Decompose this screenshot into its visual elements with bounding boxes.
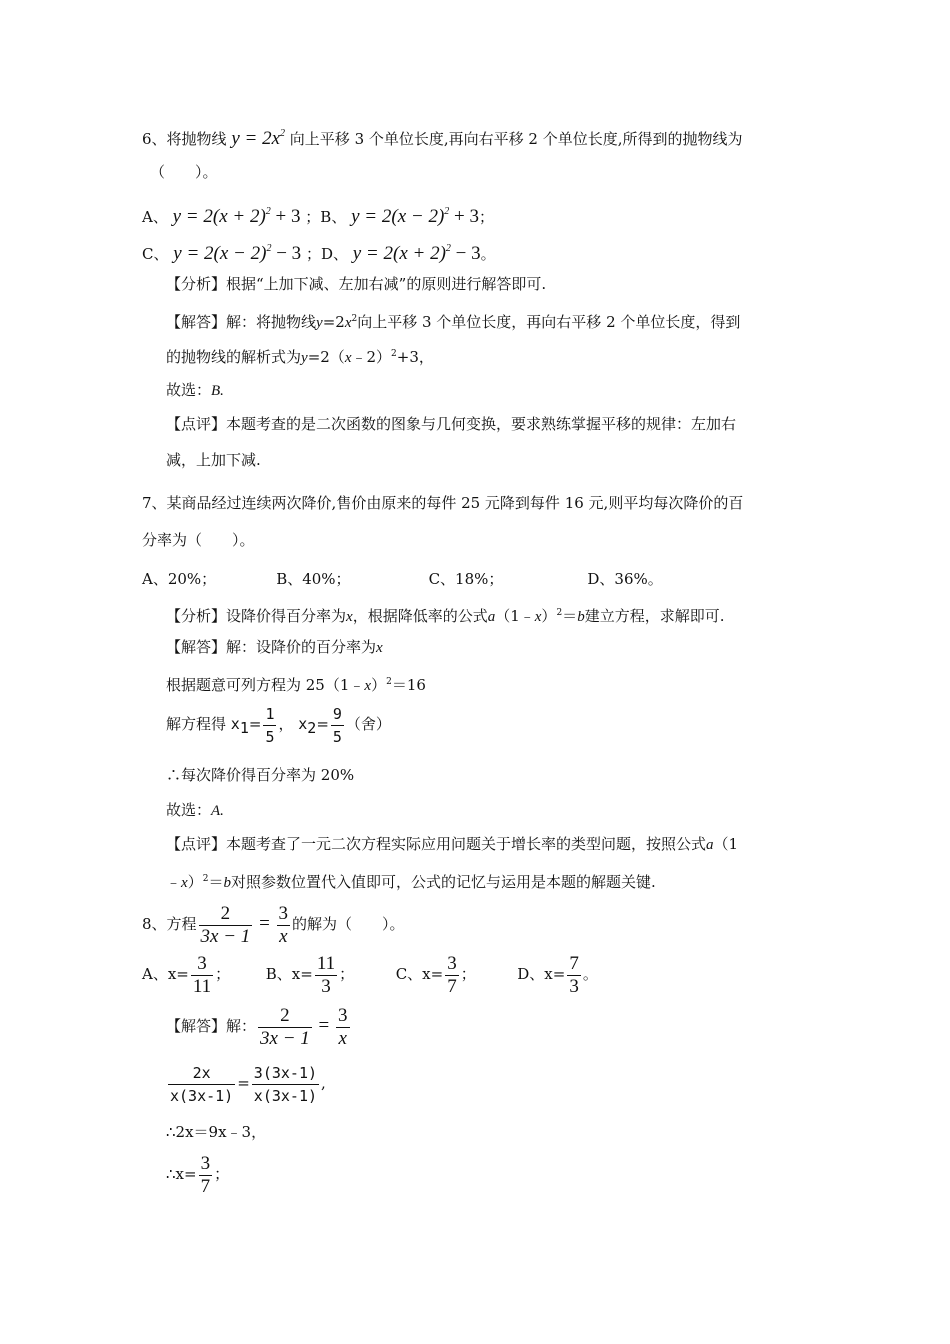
q7-answer: A. [211, 803, 224, 819]
q7-stem-line1: 7、某商品经过连续两次降价,售价由原来的每件 25 元降到每件 16 元,则平均每次降价的百 [142, 494, 744, 512]
q6-answer: B. [211, 383, 224, 399]
q6-stem: 6、将抛物线 $y = 2x^2$ 向上平移 3 个单位长度,再向右平移 2 个单位长度,所得到的抛物线为 [142, 128, 743, 149]
q6-choice: 故选：B. [166, 381, 224, 399]
q6-option-c: y = 2(x − 2) [173, 243, 267, 264]
q8-eq-right-fraction: $\frac{3}{x}$ [278, 902, 289, 947]
q6-options-ab: A、 $y = 2(x + 2)^2 + 3$ ；B、 $y = 2(x - 2)^2 + 3$； [142, 206, 495, 227]
q7-root1-fraction: $\frac{1}{5}$ [265, 704, 275, 746]
q7-stem-line2: 分率为（ ）。 [142, 531, 255, 549]
q7-option-d: D、36%。 [587, 570, 663, 588]
q6-option-b: y = 2(x − 2) [351, 206, 445, 227]
q7-option-b: B、40%； [276, 570, 351, 588]
q8-solution-label: 【解答】解： $\frac{2}{3x - 1}$ = $\frac{3}{x}$ [166, 1004, 348, 1049]
q8-option-b: B、x= $\frac{11}{3}$ ； [265, 952, 355, 997]
q8-result-fraction: $\frac{3}{7}$ [200, 1152, 211, 1197]
q6-solution-line1: 【解答】解：将抛物线$y=2x^2$向上平移 3 个单位长度，再向右平移 2 个单位长度，得到 [166, 313, 741, 331]
q7-conclusion: ∴每次降价得百分率为 20% [166, 766, 355, 784]
q7-option-a: A、20%； [142, 570, 217, 588]
q8-option-a: A、x= $\frac{3}{11}$ ； [142, 952, 231, 997]
q8-step1-left: $\frac{2x}{x(3x-1)}$ [170, 1063, 234, 1105]
q8-options [142, 950, 598, 998]
q7-analysis: 【分析】设降价得百分率为x，根据降低率的公式a（1﹣x）$^2$＝b建立方程，求解即可. [166, 607, 725, 625]
q6-comment-line1: 【点评】本题考查的是二次函数的图象与几何变换，要求熟练掌握平移的规律：左加右 [166, 415, 737, 433]
q6-analysis: 【分析】根据“上加下减、左加右减”的原则进行解答即可. [166, 275, 547, 293]
q6-formula: $y = 2x^2$ [231, 128, 286, 149]
q8-stem: 8、方程 $\frac{2}{3x - 1}$ = $\frac{3}{x}$ 的解为（ ）。 [142, 902, 405, 947]
q8-step3: ∴x= $\frac{3}{7}$ ； [166, 1152, 230, 1197]
q7-option-c: C、18%； [428, 570, 504, 588]
q7-choice: 故选：A. [166, 801, 224, 819]
q7-options [142, 569, 663, 589]
q6-comment-line2: 减，上加下减. [166, 451, 261, 469]
q6-paren: （ ）。 [150, 163, 218, 181]
q8-step1: $\frac{2x}{x(3x-1)}$ = $\frac{3(3x-1)}{x(3x-1)}$ , [170, 1063, 326, 1105]
q7-comment-line1: 【点评】本题考查了一元二次方程实际应用问题关于增长率的类型问题，按照公式a（1 [166, 835, 739, 853]
q8-step2: ∴2x＝9x﹣3， [166, 1123, 267, 1141]
q8-eq-left-fraction: $\frac{2}{3x - 1}$ [200, 902, 251, 947]
q8-option-d: D、x= $\frac{7}{3}$ 。 [517, 952, 598, 997]
q6-options-cd: C、 $y = 2(x - 2)^2 - 3$ ；D、 $y = 2(x + 2)^2 - 3$。 [142, 243, 496, 264]
q6-option-d: y = 2(x + 2) [352, 243, 446, 264]
q7-solution-roots: 解方程得 $x_1=$ $\frac{1}{5}$ ， $x_2=$ $\frac{9}{5}$ （舍） [166, 704, 391, 746]
q6-option-a: y = 2(x + 2) [172, 206, 266, 227]
q6-solution-line2: 的抛物线的解析式为y=2（x﹣2）$^2$+3， [166, 348, 434, 366]
q8-step1-right: $\frac{3(3x-1)}{x(3x-1)}$ [253, 1063, 318, 1105]
q7-solution-line1: 【解答】解：设降价的百分率为x [166, 638, 383, 656]
q7-comment-line2: ﹣x）$^2$＝b对照参数位置代入值即可，公式的记忆与运用是本题的解题关键. [166, 873, 656, 891]
q7-root2-fraction: $\frac{9}{5}$ [332, 704, 342, 746]
q8-option-c: C、x= $\frac{3}{7}$ ； [395, 952, 476, 997]
q7-solution-line2: 根据题意可列方程为 25（1﹣x）$^2$＝16 [166, 676, 426, 694]
